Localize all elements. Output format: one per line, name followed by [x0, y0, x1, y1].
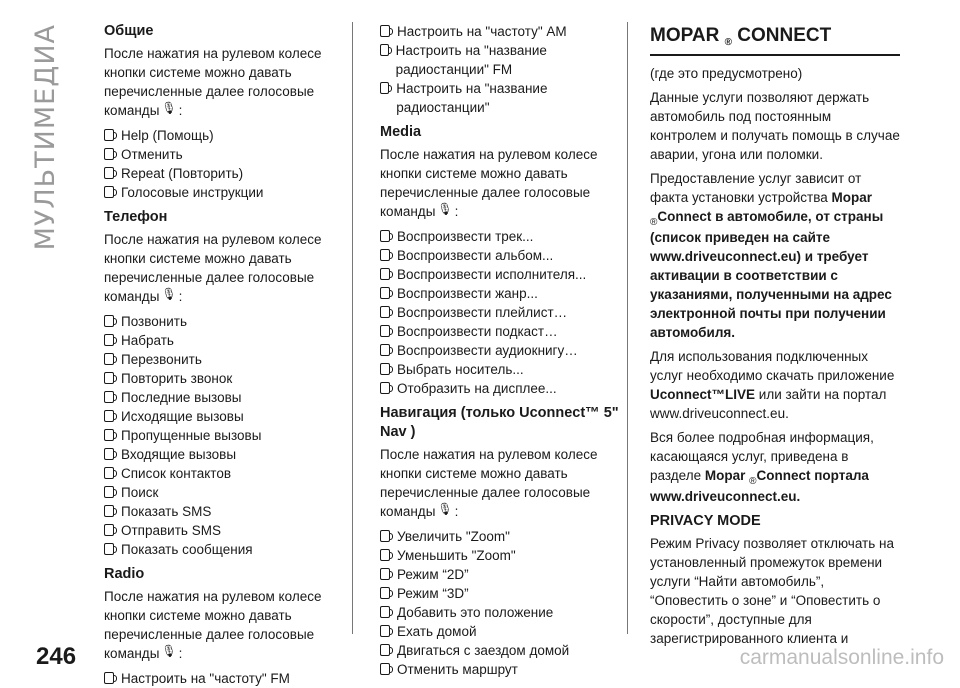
list-item-label: Список контактов: [121, 466, 231, 481]
voice-bullet-icon: [380, 82, 389, 94]
column-divider: [627, 22, 628, 634]
list-item: [104, 331, 336, 350]
list-item: [380, 227, 620, 246]
nav-list: [380, 527, 620, 679]
list-item: [380, 22, 620, 41]
voice-bullet-icon: [380, 306, 390, 318]
list-item: [380, 246, 620, 265]
list-item: [104, 183, 336, 202]
list-item: [380, 79, 620, 117]
mopar-connect-heading: MOPAR $_®$ CONNECT: [650, 26, 900, 56]
voice-bullet-icon: [380, 382, 390, 394]
list-item-label: Отменить: [121, 147, 183, 162]
voice-bullet-icon: [380, 644, 390, 656]
list-item-label: Позвонить: [121, 314, 187, 329]
nav-intro: После нажатия на рулевом колесе кнопки системе можно давать перечисленные далее голосовые команды 🎙 :: [380, 447, 598, 519]
list-item-label: Настроить на "название радиостанции": [396, 81, 548, 115]
list-item-label: Выбрать носитель...: [397, 362, 524, 377]
watermark: carmanualsonline.info: [739, 646, 944, 669]
list-item-label: Воспроизвести жанр...: [397, 286, 538, 301]
list-item: [104, 502, 336, 521]
list-item: [104, 126, 336, 145]
voice-command-icon: 🎙: [161, 101, 177, 115]
voice-bullet-icon: [104, 372, 114, 384]
list-item-label: Отобразить на дисплее...: [397, 381, 557, 396]
list-item: [104, 164, 336, 183]
privacy-paragraph: Режим Privacy позволяет отключать на установленный промежуток времени услуги “Найти автомобиль”, “Оповестить о зоне” и “Оповестить о скорости”, доступные для зарегистрированного клиента и: [650, 536, 894, 646]
voice-bullet-icon: [380, 363, 390, 375]
general-intro: После нажатия на рулевом колесе кнопки системе можно давать перечисленные далее голосовые команды 🎙 :: [104, 46, 322, 118]
list-item: [380, 622, 620, 641]
privacy-heading: PRIVACY MODE: [650, 513, 761, 529]
list-item-label: Добавить это положение: [397, 605, 554, 620]
media-heading: Media: [380, 124, 422, 140]
voice-bullet-icon: [380, 344, 390, 356]
voice-bullet-icon: [104, 315, 114, 327]
list-item: [104, 445, 336, 464]
voice-bullet-icon: [380, 625, 390, 637]
voice-bullet-icon: [104, 148, 114, 160]
voice-bullet-icon: [380, 230, 390, 242]
general-heading: Общие: [104, 23, 154, 39]
list-item-label: Help (Помощь): [121, 128, 214, 143]
voice-command-icon: 🎙: [437, 502, 453, 516]
list-item: [380, 379, 620, 398]
voice-bullet-icon: [380, 549, 390, 561]
list-item: [380, 546, 620, 565]
list-item: [380, 360, 620, 379]
list-item-label: Перезвонить: [121, 352, 202, 367]
voice-bullet-icon: [380, 530, 390, 542]
radio-heading: Radio: [104, 566, 145, 582]
list-item: [104, 407, 336, 426]
list-item-label: Набрать: [121, 333, 174, 348]
voice-bullet-icon: [380, 325, 390, 337]
list-item: [104, 312, 336, 331]
media-list: [380, 227, 620, 398]
voice-bullet-icon: [104, 467, 114, 479]
voice-bullet-icon: [380, 568, 390, 580]
list-item-label: Воспроизвести подкаст…: [397, 324, 558, 339]
list-item-label: Ехать домой: [397, 624, 477, 639]
list-item: [380, 660, 620, 679]
list-item-label: Воспроизвести трек...: [397, 229, 534, 244]
list-item-label: Режим “3D”: [397, 586, 469, 601]
list-item-label: Исходящие вызовы: [121, 409, 244, 424]
voice-bullet-icon: [104, 167, 114, 179]
list-item-label: Двигаться с заездом домой: [397, 643, 570, 658]
list-item: [380, 41, 620, 79]
voice-bullet-icon: [104, 334, 114, 346]
list-item-label: Воспроизвести плейлист…: [397, 305, 568, 320]
voice-bullet-icon: [380, 287, 390, 299]
column-divider: [352, 22, 353, 634]
availability-note: (где это предусмотрено): [650, 66, 803, 81]
voice-bullet-icon: [104, 391, 114, 403]
voice-bullet-icon: [380, 606, 390, 618]
list-item: [104, 464, 336, 483]
voice-command-icon: 🎙: [437, 202, 453, 216]
voice-bullet-icon: [104, 524, 114, 536]
list-item-label: Отменить маршрут: [397, 662, 518, 677]
voice-bullet-icon: [104, 129, 114, 141]
app-paragraph: Для использования подключенных услуг необходимо скачать приложение Uconnect™LIVE или зайти на портал www.driveuconnect.eu.: [650, 349, 895, 421]
voice-bullet-icon: [104, 410, 114, 422]
voice-bullet-icon: [104, 486, 114, 498]
list-item-label: Входящие вызовы: [121, 447, 237, 462]
list-item-label: Воспроизвести исполнителя...: [397, 267, 587, 282]
list-item: [380, 341, 620, 360]
voice-command-icon: 🎙: [161, 287, 177, 301]
list-item: [380, 584, 620, 603]
info-paragraph: Вся более подробная информация, касающаяся услуг, приведена в разделе Mopar $_®$Connect портала www.driveuconnect.eu.: [650, 430, 874, 504]
list-item-label: Показать SMS: [121, 504, 212, 519]
list-item: [104, 145, 336, 164]
phone-list: [104, 312, 336, 559]
voice-bullet-icon: [380, 249, 390, 261]
voice-bullet-icon: [104, 448, 114, 460]
list-item: [104, 350, 336, 369]
voice-bullet-icon: [380, 25, 390, 37]
list-item: [380, 565, 620, 584]
column-3: [650, 22, 900, 653]
nav-heading: Навигация (только Uconnect™ 5" Nav ): [380, 405, 619, 440]
list-item: [104, 369, 336, 388]
phone-heading: Телефон: [104, 209, 168, 225]
list-item-label: Уменьшить "Zoom": [397, 548, 516, 563]
list-item: [104, 540, 336, 559]
voice-bullet-icon: [380, 663, 390, 675]
list-item: [380, 303, 620, 322]
voice-command-icon: 🎙: [161, 644, 177, 658]
provision-paragraph: Предоставление услуг зависит от факта установки устройства Mopar $_®$Connect в автомобиле, от страны (список приведен на сайте www.driveuconnect.eu) и требует активации в соответствии с указаниями, полученными на адрес электронной почты при получении автомобиля.: [650, 171, 892, 340]
voice-bullet-icon: [380, 587, 390, 599]
list-item-label: Настроить на "частоту" FM: [121, 671, 290, 686]
list-item-label: Показать сообщения: [121, 542, 253, 557]
list-item: [380, 641, 620, 660]
services-paragraph: Данные услуги позволяют держать автомобиль под постоянным контролем и получать помощь в случае аварии, угона или поломки.: [650, 90, 900, 162]
list-item-label: Увеличить "Zoom": [397, 529, 510, 544]
list-item: [380, 265, 620, 284]
radio-list: [104, 669, 336, 688]
voice-bullet-icon: [380, 268, 390, 280]
list-item-label: Голосовые инструкции: [121, 185, 264, 200]
voice-bullet-icon: [380, 44, 389, 56]
section-title: МУЛЬТИМЕДИА: [30, 24, 61, 251]
voice-bullet-icon: [104, 353, 114, 365]
list-item: [380, 603, 620, 622]
radio-intro: После нажатия на рулевом колесе кнопки системе можно давать перечисленные далее голосовые команды 🎙 :: [104, 589, 322, 661]
list-item-label: Repeat (Повторить): [121, 166, 244, 181]
list-item: [104, 483, 336, 502]
column-1: [104, 22, 336, 688]
voice-bullet-icon: [104, 186, 114, 198]
voice-bullet-icon: [104, 543, 114, 555]
column-2: [380, 22, 620, 679]
voice-bullet-icon: [104, 505, 114, 517]
list-item: [104, 426, 336, 445]
list-item: [104, 521, 336, 540]
list-item: [380, 527, 620, 546]
page-number: 246: [36, 643, 77, 670]
list-item: [104, 669, 336, 688]
voice-bullet-icon: [104, 429, 114, 441]
list-item-label: Повторить звонок: [121, 371, 233, 386]
list-item-label: Пропущенные вызовы: [121, 428, 262, 443]
list-item-label: Воспроизвести аудиокнигу…: [397, 343, 578, 358]
list-item-label: Настроить на "название радиостанции" FM: [395, 43, 547, 77]
list-item-label: Настроить на "частоту" AM: [397, 24, 567, 39]
media-intro: После нажатия на рулевом колесе кнопки системе можно давать перечисленные далее голосовые команды 🎙 :: [380, 147, 598, 219]
list-item-label: Отправить SMS: [121, 523, 221, 538]
list-item: [104, 388, 336, 407]
general-list: [104, 126, 336, 202]
list-item: [380, 322, 620, 341]
list-item-label: Поиск: [121, 485, 159, 500]
list-item-label: Режим “2D”: [397, 567, 469, 582]
list-item-label: Последние вызовы: [121, 390, 242, 405]
list-item-label: Воспроизвести альбом...: [397, 248, 554, 263]
list-item: [380, 284, 620, 303]
phone-intro: После нажатия на рулевом колесе кнопки системе можно давать перечисленные далее голосовые команды 🎙 :: [104, 232, 322, 304]
radio-list-continued: [380, 22, 620, 117]
